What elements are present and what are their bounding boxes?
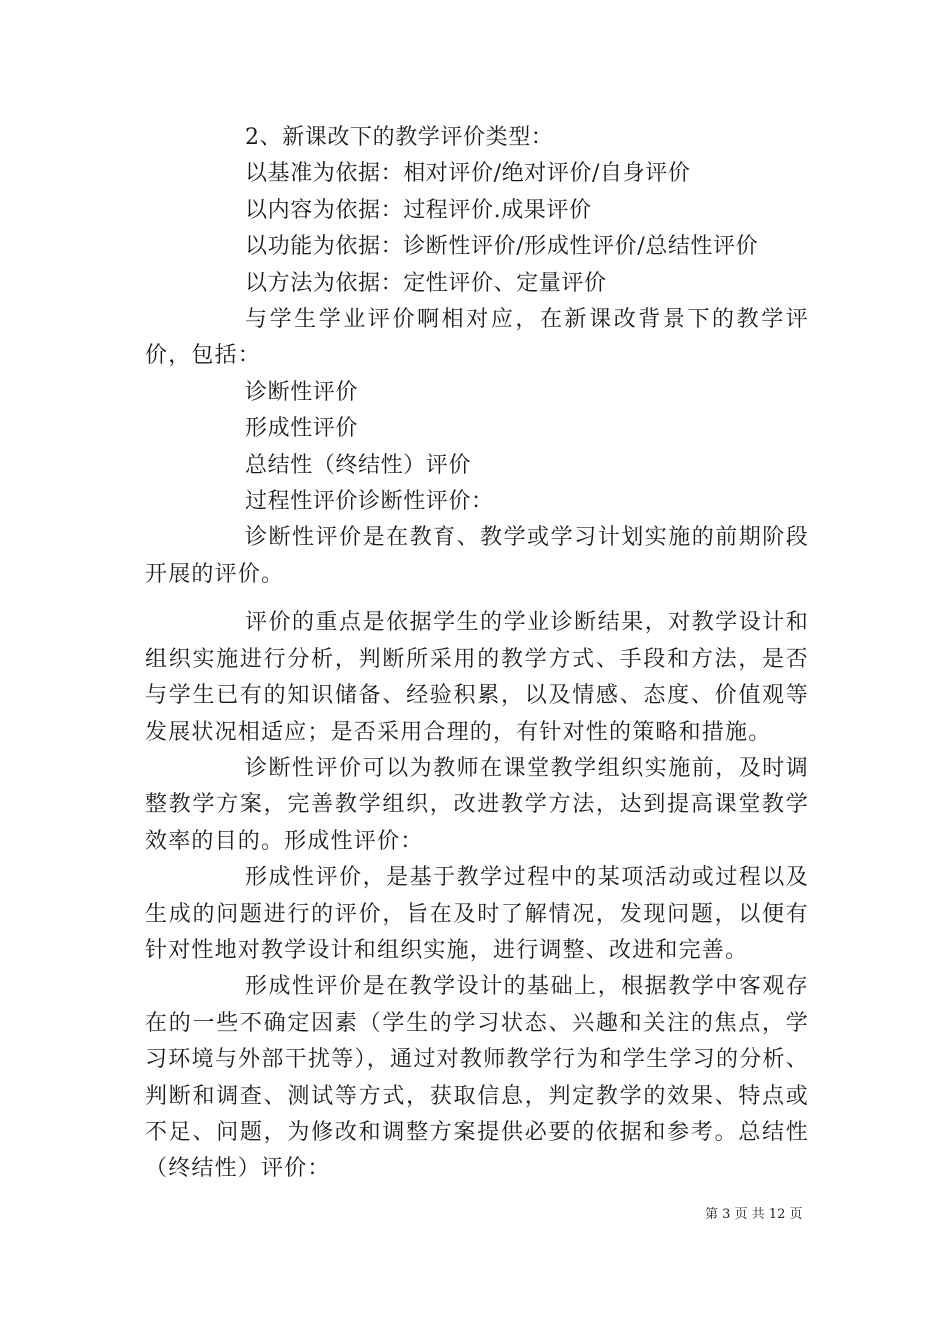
document-body <box>145 120 809 1188</box>
subheading-diagnostic: 过程性评价诊断性评价： <box>245 489 494 515</box>
paragraph-formative-definition: 形成性评价，是基于教学过程中的某项活动或过程以及生成的问题进行的评价，旨在及时了解情况，发现问题，以便有针对性地对教学设计和组织实施，进行调整、改进和完善。 <box>145 865 809 963</box>
list-item-formative: 形成性评价 <box>245 416 359 442</box>
page-number-footer: 第 3 页 共 12 页 <box>705 1207 803 1222</box>
paragraph-intro: 与学生学业评价啊相对应，在新课改背景下的教学评价，包括： <box>145 307 809 369</box>
paragraph-formative-detail: 形成性评价是在教学设计的基础上，根据教学中客观存在的一些不确定因素（学生的学习状态、兴趣和关注的焦点，学习环境与外部干扰等），通过对教师教学行为和学生学习的分析、判断和调查、测试等方式，获取信息，判定教学的效果、特点或不足、问题，为修改和调整方案提供必要的依据和参考。总结性（终结性）评价： <box>145 974 809 1182</box>
list-item-by-benchmark: 以基准为依据：相对评价/绝对评价/自身评价 <box>245 161 691 187</box>
heading-evaluation-types: 2、新课改下的教学评价类型： <box>245 125 554 150</box>
paragraph-evaluation-focus: 评价的重点是依据学生的学业诊断结果，对教学设计和组织实施进行分析，判断所采用的教学方式、手段和方法，是否与学生已有的知识储备、经验积累，以及情感、态度、价值观等发展状况相适应；是否采用合理的，有针对性的策略和措施。 <box>145 610 809 745</box>
list-item-summative: 总结性（终结性）评价 <box>245 452 472 478</box>
paragraph-diagnostic-definition: 诊断性评价是在教育、教学或学习计划实施的前期阶段开展的评价。 <box>145 525 809 587</box>
list-item-by-content: 以内容为依据：过程评价.成果评价 <box>245 197 592 223</box>
list-item-diagnostic: 诊断性评价 <box>245 379 359 405</box>
paragraph-diagnostic-purpose: 诊断性评价可以为教师在课堂教学组织实施前，及时调整教学方案，完善教学组织，改进教学方法，达到提高课堂教学效率的目的。形成性评价： <box>145 755 809 854</box>
list-item-by-method: 以方法为依据：定性评价、定量评价 <box>245 270 607 296</box>
list-item-by-function: 以功能为依据：诊断性评价/形成性评价/总结性评价 <box>245 234 759 260</box>
